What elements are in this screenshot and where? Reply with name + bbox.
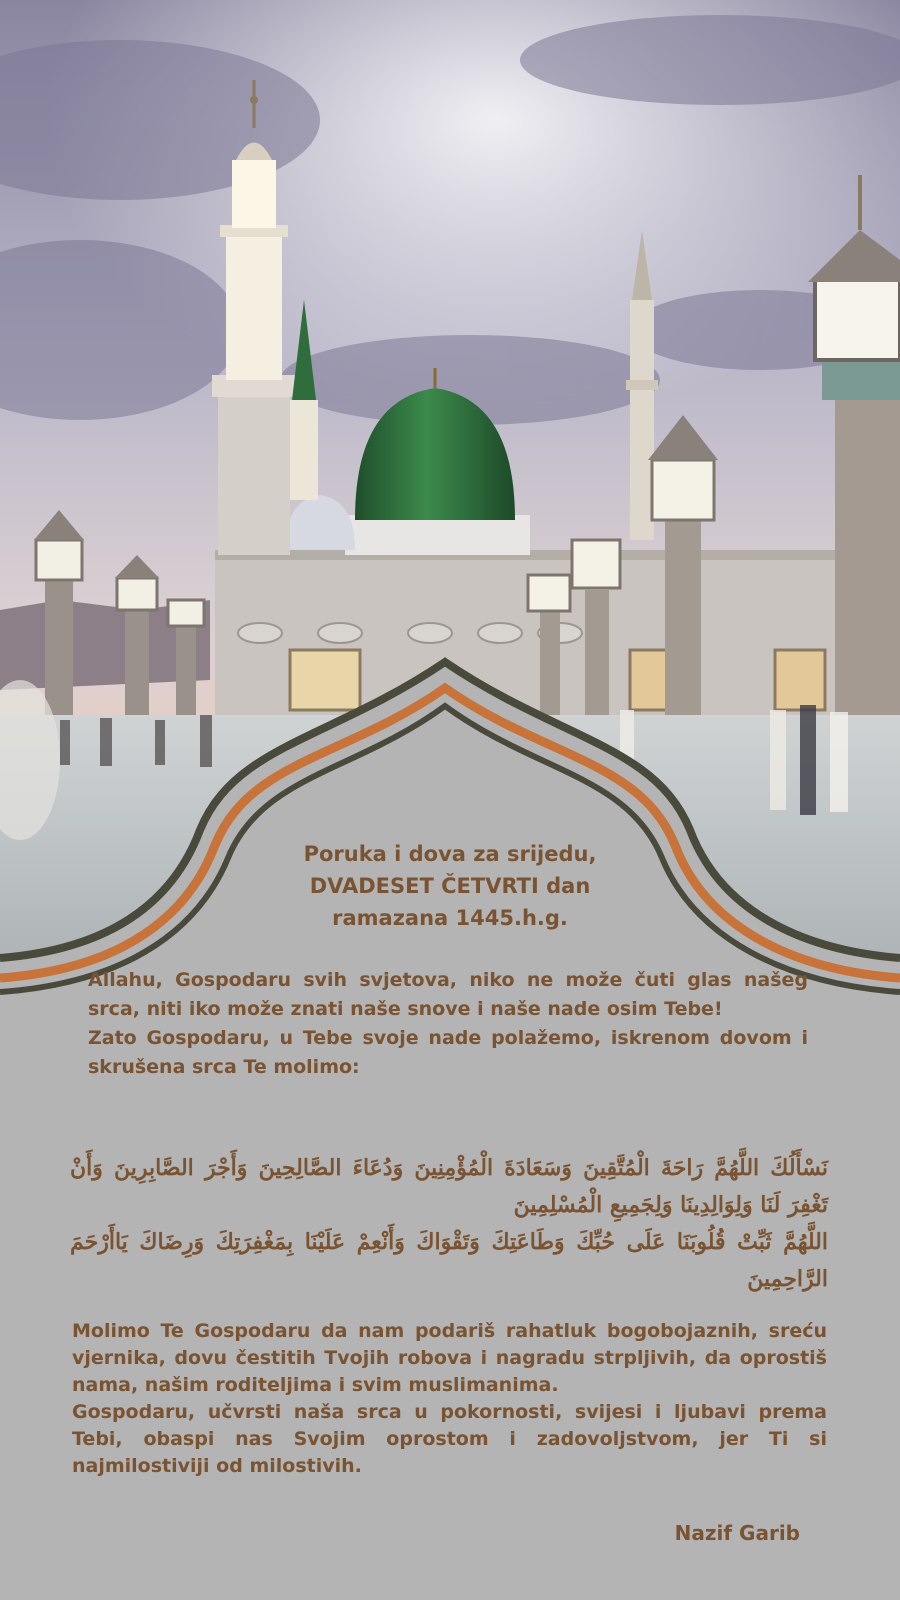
dua-translation <box>72 1318 827 1480</box>
intro-text <box>88 966 808 1082</box>
translation-paragraph-1: Molimo Te Gospodaru da nam podariš rahatluk bogobojaznih, sreću vjernika, dovu čestitih Tvojih robova i nagradu strpljivih, da oprostiš nama, našim roditeljima i svim muslimanima. <box>72 1320 827 1396</box>
title-line-3: ramazana 1445.h.g. <box>332 906 568 930</box>
intro-paragraph-1: Allahu, Gospodaru svih svjetova, niko ne može čuti glas našeg srca, niti iko može znati naše snove i naše nade osim Tebe! <box>88 969 808 1020</box>
title-line-1: Poruka i dova za srijedu, <box>303 842 597 866</box>
title-line-2: DVADESET ČETVRTI dan <box>309 874 591 898</box>
arabic-dua <box>70 1150 828 1298</box>
translation-paragraph-2: Gospodaru, učvrsti naša srca u pokornosti, svijesi i ljubavi prema Tebi, obaspi nas Svojim oprostom i zadovoljstvom, jer Ti si najmilostiviji od milostivih. <box>72 1401 827 1477</box>
arabic-paragraph-1: نَسْأَلُكَ اللَّهُمَّ رَاحَةَ الْمُتَّقِينَ وَسَعَادَةَ الْمُؤْمِنِينَ وَدُعَاءَ الصَّالِحِينَ وَأَجْرَ الصَّابِرِينَ وَأَنْ تَغْفِرَ لَنَا وَلِوَالِدِينَا وَلِجَمِيعِ الْمُسْلِمِينَ <box>70 1155 828 1218</box>
arabic-paragraph-2: اللَّهُمَّ ثَبِّتْ قُلُوبَنَا عَلَى حُبِّكَ وَطَاعَتِكَ وَتَقْوَاكَ وَأَنْعِمْ عَلَيْنَا بِمَغْفِرَتِكَ وَرِضَاكَ يَاأَرْحَمَ الرَّاحِمِينَ <box>70 1229 828 1292</box>
message-title <box>200 838 700 934</box>
author-signature: Nazif Garib <box>674 1521 800 1545</box>
intro-paragraph-2: Zato Gospodaru, u Tebe svoje nade polažemo, iskrenom dovom i skrušena srca Te molimo: <box>88 1027 808 1078</box>
